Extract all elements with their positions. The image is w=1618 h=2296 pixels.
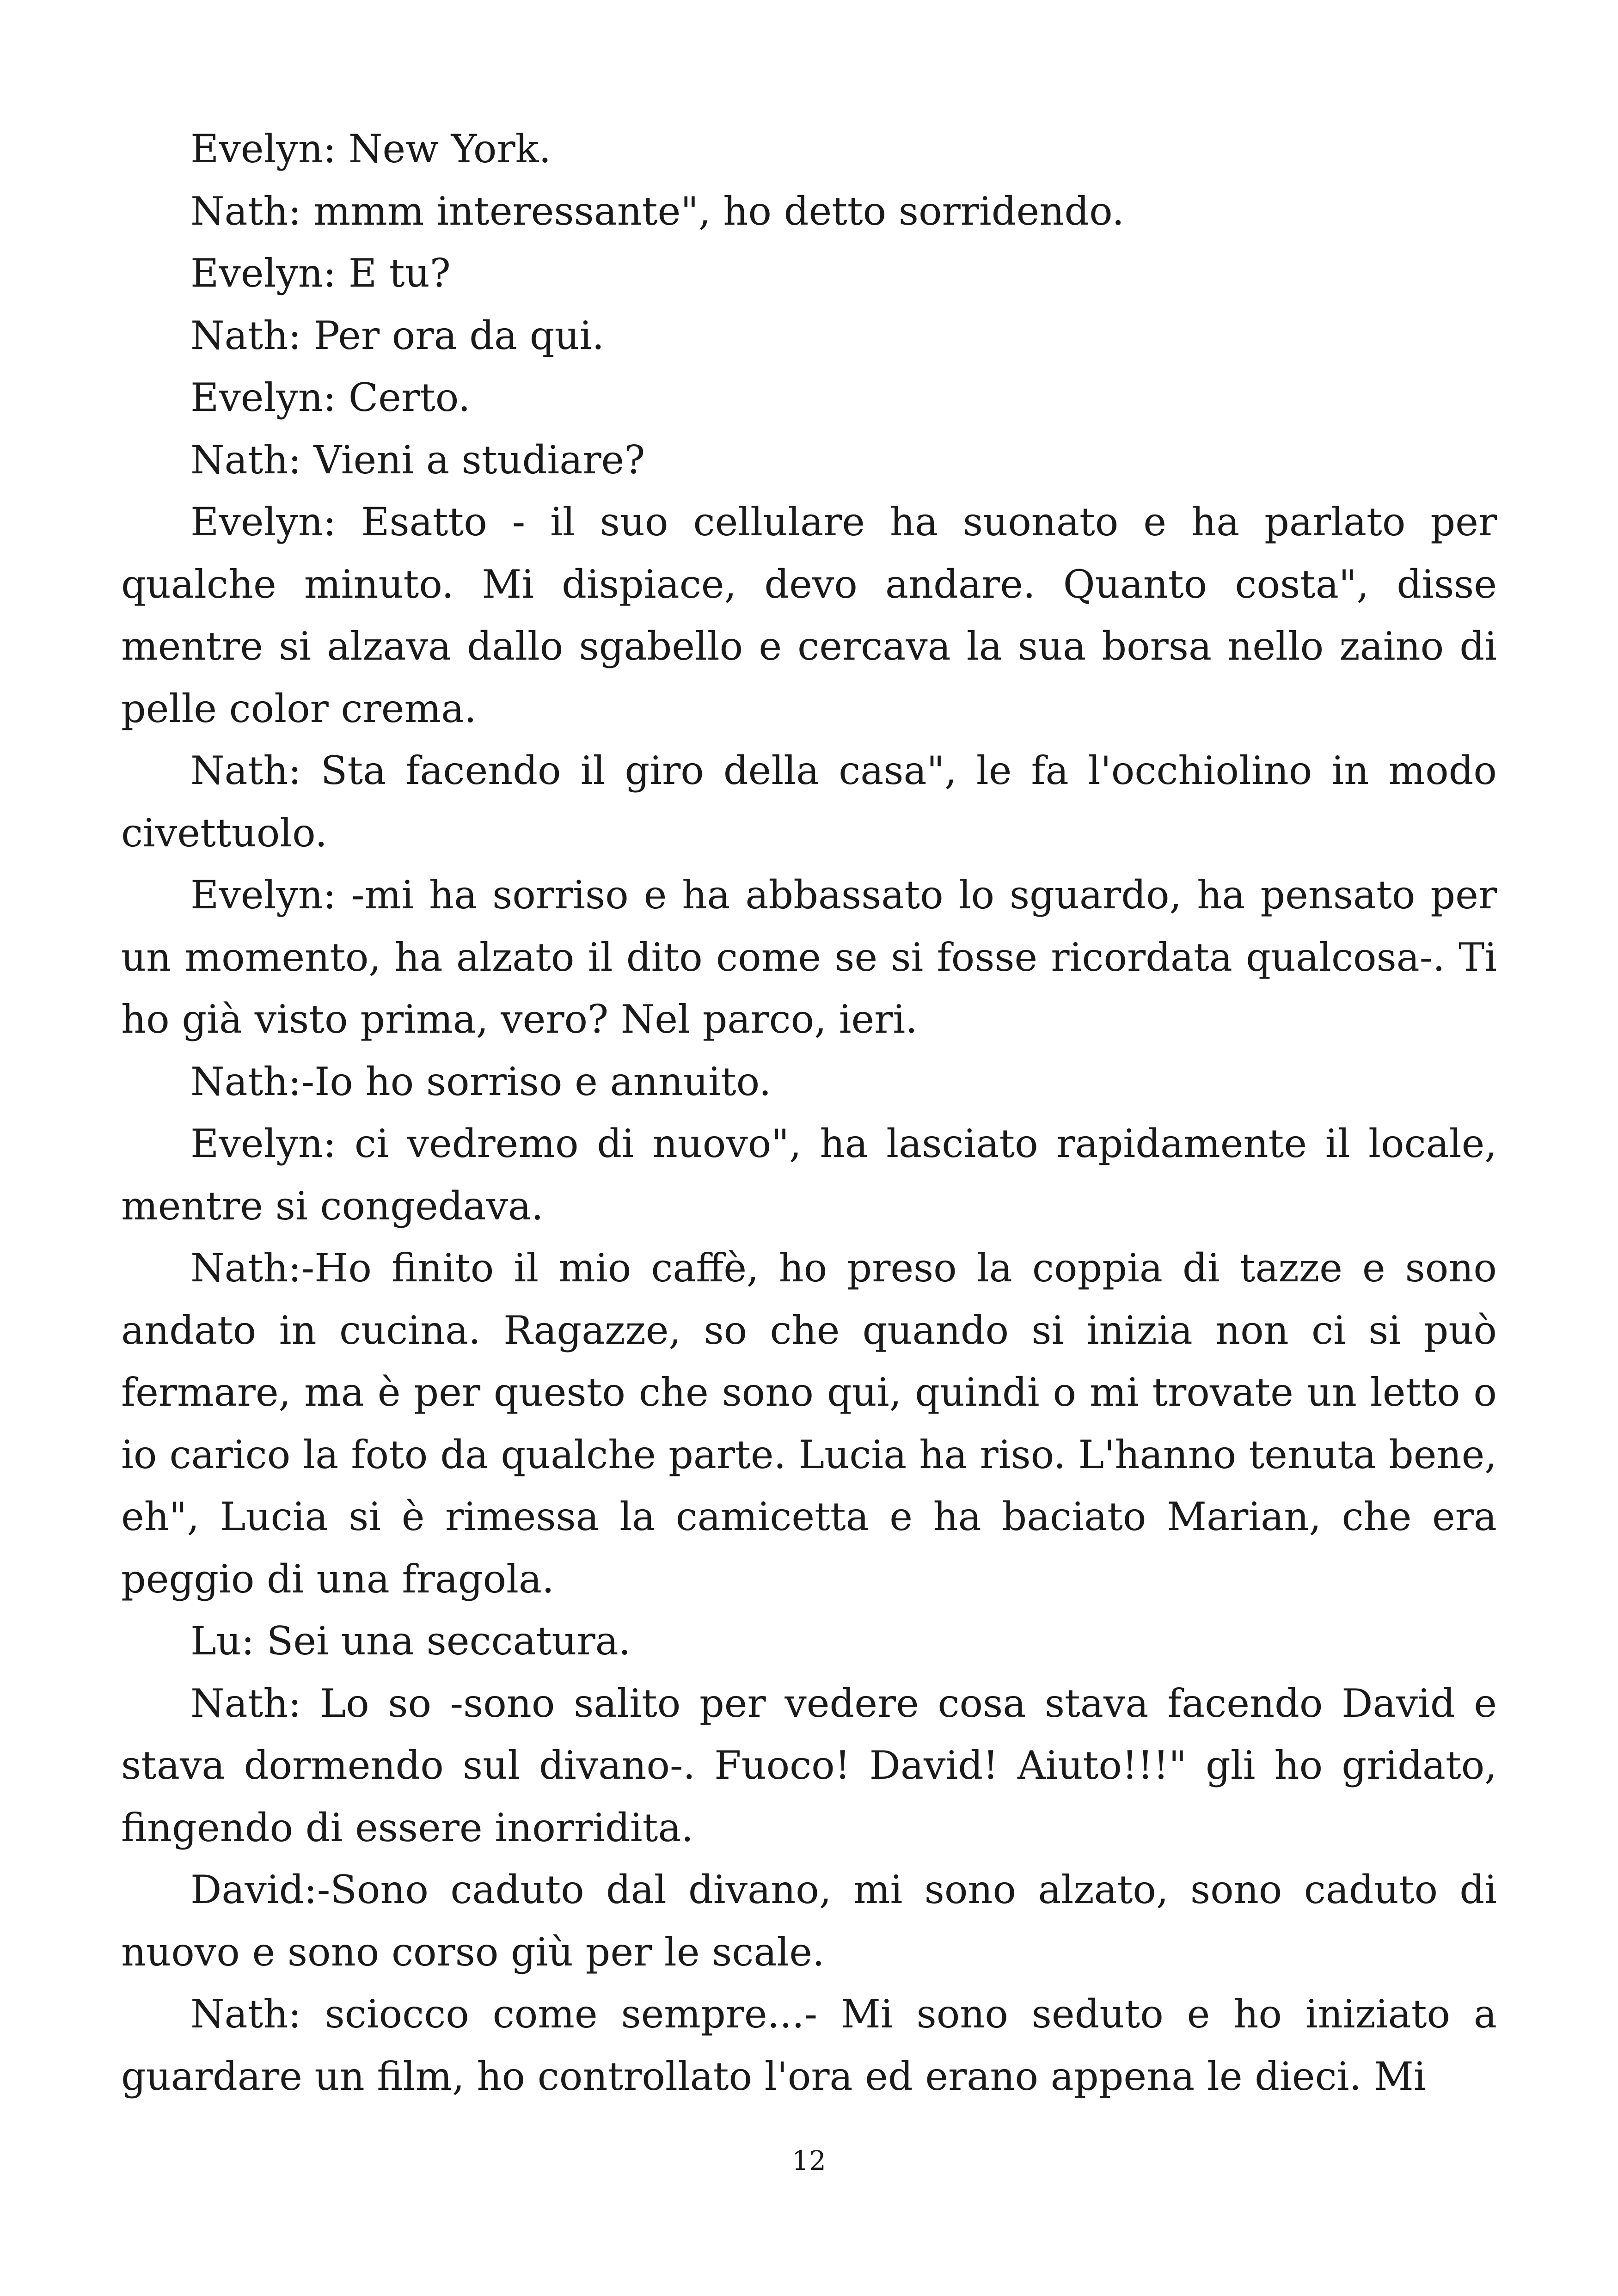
paragraph: Evelyn: Esatto - il suo cellulare ha suonato e ha parlato per qualche minuto. Mi dispiace, devo andare. Quanto costa", disse mentre si alzava dallo sgabello e cercava la sua borsa nello zaino di pelle color crema. [121, 499, 1497, 731]
paragraph: Evelyn: Certo. [190, 375, 471, 420]
paragraph: Nath: Per ora da qui. [190, 312, 605, 358]
paragraph: Lu: Sei una seccatura. [190, 1618, 631, 1664]
paragraph: Evelyn: E tu? [190, 251, 451, 296]
paragraph: Evelyn: New York. [190, 126, 552, 171]
paragraph: Nath:-Ho finito il mio caffè, ho preso la coppia di tazze e sono andato in cucina. Ragazze, so che quando si inizia non ci si può fermare, ma è per questo che sono qui, quindi o mi trovate un letto o io carico la foto da qualche parte. Lucia ha riso. L'hanno tenuta bene, eh", Lucia si è rimessa la camicetta e ha baciato Marian, che era peggio di una fragola. [121, 1245, 1497, 1602]
page-number: 12 [792, 2145, 826, 2176]
paragraph: Nath: sciocco come sempre...- Mi sono seduto e ho iniziato a guardare un film, ho controllato l'ora ed erano appena le dieci. Mi [121, 1991, 1497, 2099]
paragraph: David:-Sono caduto dal divano, mi sono alzato, sono caduto di nuovo e sono corso giù per le scale. [121, 1867, 1497, 1975]
paragraph: Evelyn: ci vedremo di nuovo", ha lasciato rapidamente il locale, mentre si congedava. [121, 1121, 1497, 1229]
paragraph: Nath: mmm interessante", ho detto sorridendo. [190, 188, 1124, 234]
paragraph: Nath: Sta facendo il giro della casa", le fa l'occhiolino in modo civettuolo. [121, 748, 1497, 856]
paragraph: Nath: Lo so -sono salito per vedere cosa stava facendo David e stava dormendo sul divano-. Fuoco! David! Aiuto!!!" gli ho gridato, fingendo di essere inorridita. [121, 1680, 1497, 1850]
paragraph: Nath:-Io ho sorriso e annuito. [190, 1059, 772, 1104]
paragraph: Evelyn: -mi ha sorriso e ha abbassato lo sguardo, ha pensato per un momento, ha alzato il dito come se si fosse ricordata qualcosa-. Ti ho già visto prima, vero? Nel parco, ieri. [121, 872, 1497, 1042]
body-text [121, 118, 1497, 2107]
paragraph: Nath: Vieni a studiare? [190, 437, 645, 483]
